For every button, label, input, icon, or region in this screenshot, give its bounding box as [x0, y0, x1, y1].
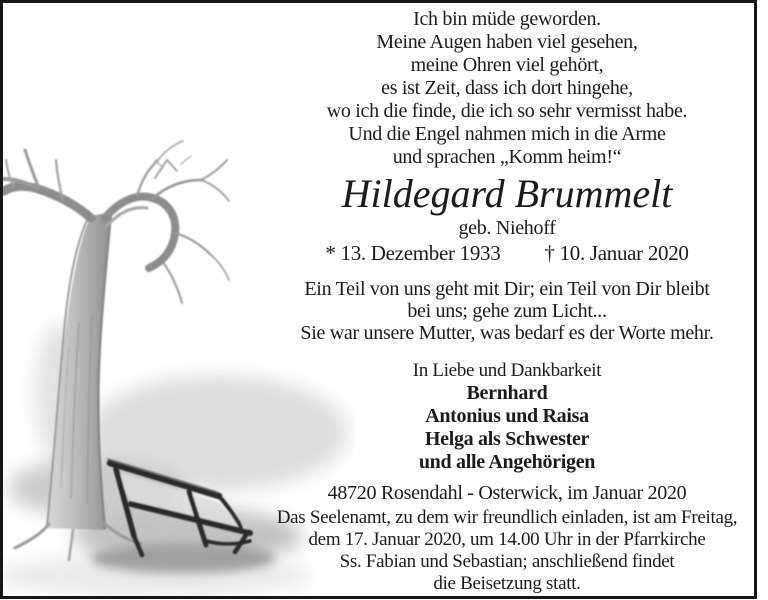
- mourner-name: und alle Angehörigen: [418, 451, 596, 473]
- poem-line: meine Ohren viel gehört,: [410, 54, 604, 76]
- mourner-name: Antonius und Raisa: [425, 405, 589, 427]
- poem-line: wo ich die finde, die ich so sehr vermisst habe.: [326, 100, 688, 122]
- poem: [251, 3, 757, 169]
- notice-content: [251, 3, 757, 595]
- poem-line: und sprachen „Komm heim!“: [392, 146, 622, 168]
- death-date: † 10. Januar 2020: [544, 241, 689, 265]
- funeral-info-line: dem 17. Januar 2020, um 14.00 Uhr in der Pfarrkirche: [308, 529, 706, 550]
- maiden-name: geb. Niehoff: [458, 217, 556, 239]
- life-dates: [251, 241, 757, 266]
- funeral-info-line: Ss. Fabian und Sebastian; anschließend findet: [339, 551, 675, 572]
- birth-date: * 13. Dezember 1933: [325, 241, 501, 265]
- mourners: [251, 382, 757, 474]
- deceased-name: Hildegard Brummelt: [341, 171, 673, 216]
- bench-shadow: [91, 543, 275, 573]
- funeral-info-line: die Beisetzung statt.: [433, 573, 581, 594]
- poem-line: Und die Engel nahmen mich in die Arme: [348, 123, 666, 145]
- poem-line: es ist Zeit, dass ich dort hingehe,: [381, 77, 633, 99]
- mourner-name: Helga als Schwester: [424, 428, 590, 450]
- poem-line: Meine Augen haben viel gesehen,: [376, 31, 638, 53]
- verse-line: bei uns; gehe zum Licht...: [407, 300, 607, 322]
- verse: [251, 278, 757, 344]
- poem-line: Ich bin müde geworden.: [413, 8, 601, 30]
- verse-line: Sie war unsere Mutter, was bedarf es der Worte mehr.: [300, 322, 714, 344]
- funeral-info-line: Das Seelenamt, zu dem wir freundlich einladen, ist am Freitag,: [276, 507, 738, 528]
- funeral-info: [251, 507, 757, 595]
- location-date: 48720 Rosendahl - Osterwick, im Januar 2020: [327, 482, 687, 504]
- mourning-intro: In Liebe und Dankbarkeit: [412, 360, 602, 381]
- mourner-name: Bernhard: [466, 382, 548, 404]
- verse-line: Ein Teil von uns geht mit Dir; ein Teil von Dir bleibt: [304, 278, 710, 300]
